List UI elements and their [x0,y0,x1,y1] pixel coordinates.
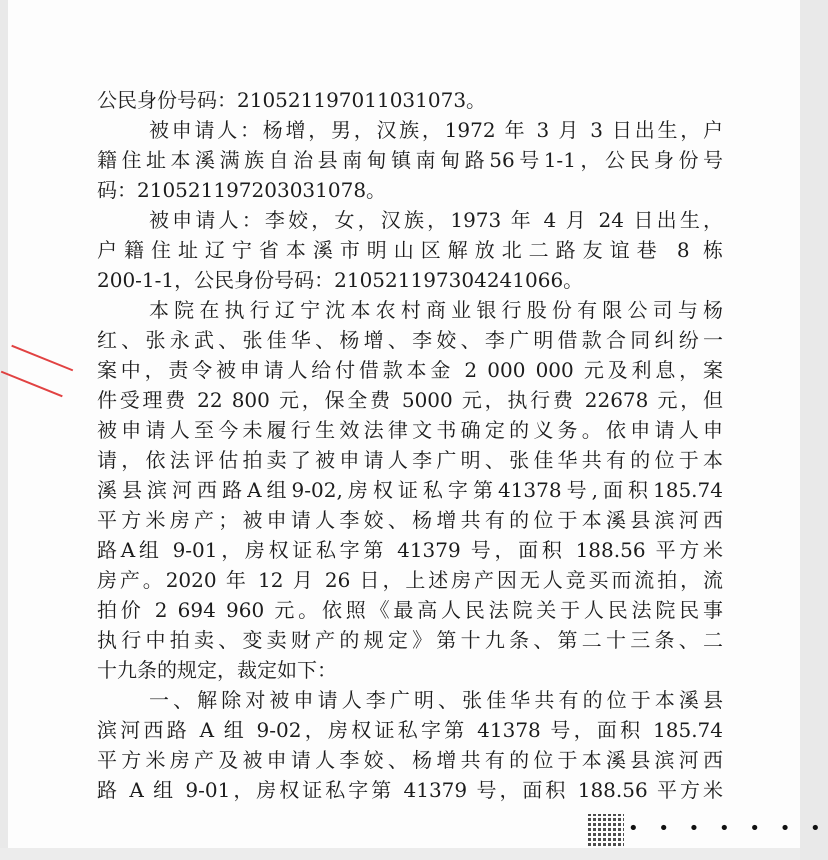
text-line: 路A组 9-01，房权证私字第 41379 号，面积 188.56 平方米 [97,538,723,562]
text-line: 200-1-1，公民身份号码：210521197304241066。 [97,268,584,292]
bottom-border [0,848,800,860]
text-line: 被申请人至今未履行生效法律文书确定的义务。依申请人申 [97,418,723,442]
document-body [97,85,723,805]
qr-code-icon [588,814,624,846]
text-line: 滨河西路 A 组 9-02，房权证私字第 41378 号，面积 185.74 [97,718,723,742]
text-line: 平方米房产；被申请人李姣、杨增共有的位于本溪县滨河西 [97,508,723,532]
text-line: 本院在执行辽宁沈本农村商业银行股份有限公司与杨 [149,298,723,322]
text-line: 户籍住址辽宁省本溪市明山区解放北二路友谊巷 8 栋 [97,238,723,262]
text-line: 执行中拍卖、变卖财产的规定》第十九条、第二十三条、二 [97,628,723,652]
footer-dots: • • • • • • • [628,818,828,839]
text-line: 红、张永武、张佳华、杨增、李姣、李广明借款合同纠纷一 [97,328,723,352]
text-line: 公民身份号码：210521197011031073。 [97,88,487,112]
text-line: 路 A 组 9-01，房权证私字第 41379 号，面积 188.56 平方米 [97,778,723,802]
text-line: 溪县滨河西路A组9-02,房权证私字第41378号,面积185.74 [97,478,723,502]
text-line: 房产。2020 年 12 月 26 日，上述房产因无人竞买而流拍，流 [97,568,723,592]
text-line: 籍住址本溪满族自治县南甸镇南甸路56号1-1，公民身份号 [97,148,723,172]
text-line: 被申请人：李姣，女，汉族，1973 年 4 月 24 日出生， [149,208,723,232]
text-line: 拍价 2 694 960 元。依照《最高人民法院关于人民法院民事 [97,598,723,622]
text-line: 案中，责令被申请人给付借款本金 2 000 000 元及利息，案 [97,358,723,382]
text-line: 请，依法评估拍卖了被申请人李广明、张佳华共有的位于本 [97,448,723,472]
text-line: 平方米房产及被申请人李姣、杨增共有的位于本溪县滨河西 [97,748,723,772]
text-line: 码：210521197203031078。 [97,178,387,202]
text-line: 件受理费 22 800 元，保全费 5000 元，执行费 22678 元，但 [97,388,723,412]
text-line: 一、解除对被申请人李广明、张佳华共有的位于本溪县 [149,688,723,712]
text-line: 十九条的规定，裁定如下： [97,658,337,682]
text-line: 被申请人：杨增，男，汉族，1972 年 3 月 3 日出生，户 [149,118,723,142]
